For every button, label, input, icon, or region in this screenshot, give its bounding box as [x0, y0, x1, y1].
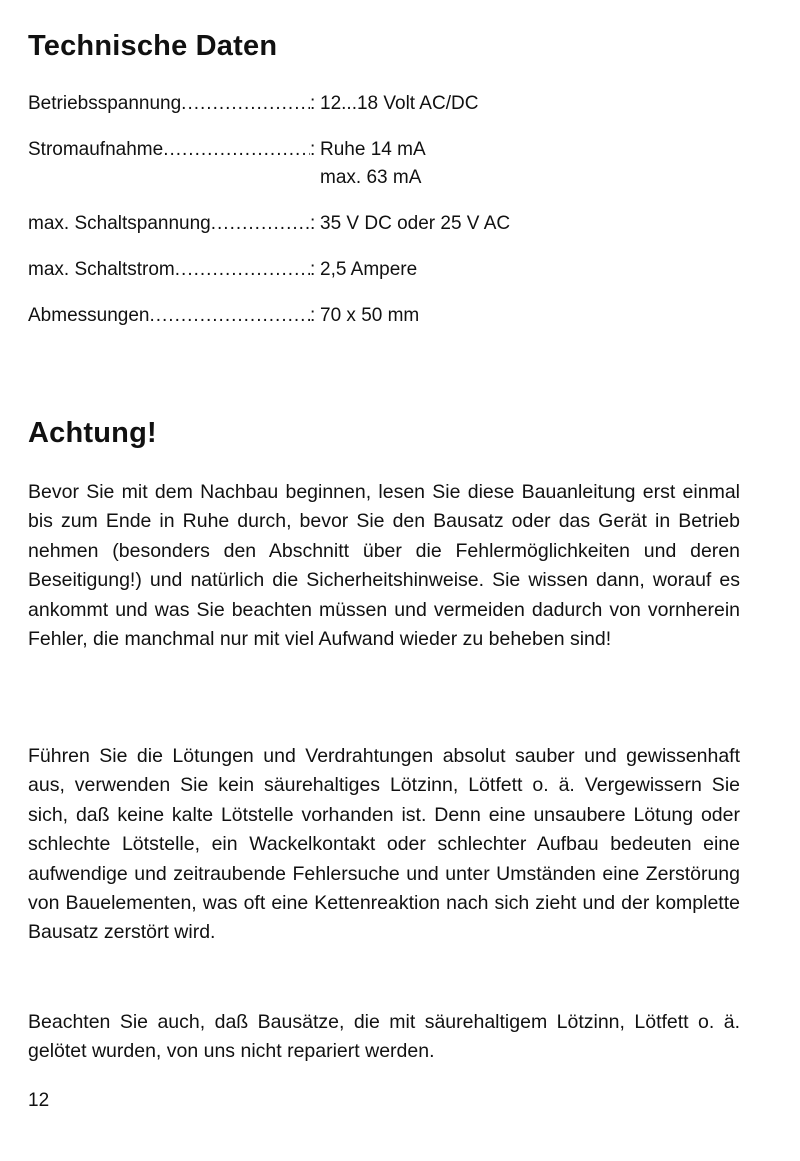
- spec-row-switching-current: max. Schaltstrom ..... : 2,5 Ampere: [28, 256, 744, 284]
- leader-dots: [181, 90, 310, 118]
- spec-row-switching-voltage: max. Schaltspannung ..... : 35 V DC oder 25 V AC: [28, 210, 744, 238]
- technical-data-heading: Technische Daten: [28, 30, 278, 62]
- spec-label: Abmessungen: [28, 305, 150, 326]
- spec-value: Ruhe 14 mA: [320, 139, 426, 160]
- leader-dots: [163, 136, 310, 164]
- spec-label: Stromaufnahme: [28, 139, 164, 160]
- warning-paragraph-no-repair: Beachten Sie auch, daß Bausätze, die mit säurehaltigem Lötzinn, Lötfett o. ä. gelötet wurden, von uns nicht repariert werden.: [28, 1011, 740, 1063]
- leader-dots: [211, 210, 310, 238]
- spec-label: Betriebsspannung: [28, 93, 182, 114]
- leader-dots: [149, 302, 310, 330]
- technical-specs-table: [28, 90, 744, 330]
- spec-row-operating-voltage: Betriebsspannung ..... : 12...18 Volt AC/DC: [28, 90, 744, 118]
- spec-value: 35 V DC oder 25 V AC: [320, 213, 511, 234]
- warning-heading: Achtung!: [28, 417, 157, 449]
- leader-dots: [175, 256, 310, 284]
- warning-paragraph-read-instructions: Bevor Sie mit dem Nachbau beginnen, lesen Sie diese Bauanleitung erst einmal bis zum Ende in Ruhe durch, bevor Sie den Bausatz oder das Gerät in Betrieb nehmen (besonders den Abschnitt über die Fehlermöglichkeiten und deren Beseitigung!) und natürlich die Sicherheitshinweise. Sie wissen dann, worauf es ankommt und was Sie beachten müssen und vermeiden dadurch von vornherein Fehler, die manchmal nur mit viel Aufwand wieder zu beheben sind!: [28, 481, 740, 651]
- spec-value: max. 63 mA: [320, 167, 422, 188]
- warning-paragraph-soldering: Führen Sie die Lötungen und Verdrahtungen absolut sauber und gewissenhaft aus, verwenden Sie kein säurehaltiges Lötzinn, Lötfett o. ä. Vergewissern Sie sich, daß keine kalte Lötstelle vorhanden ist. Denn eine unsaubere Lötung oder schlechte Lötstelle, ein Wackelkontakt oder schlechter Aufbau bedeuten eine aufwendige und zeitraubende Fehlersuche und unter Umständen eine Zerstörung von Bauelementen, was oft eine Kettenreaktion nach sich zieht und der komplette Bausatz zerstört wird.: [28, 745, 740, 944]
- spec-label: max. Schaltstrom: [28, 259, 175, 280]
- spec-value: 2,5 Ampere: [320, 259, 418, 280]
- spec-value: 70 x 50 mm: [320, 305, 420, 326]
- spec-row-dimensions: Abmessungen ..... : 70 x 50 mm: [28, 302, 744, 330]
- spec-row-current-consumption: Stromaufnahme ..... : Ruhe 14 mA max. 63 mA: [28, 136, 744, 192]
- manual-page: [28, 0, 744, 1161]
- spec-label: max. Schaltspannung: [28, 213, 211, 234]
- page-number: 12: [28, 1090, 50, 1111]
- spec-value: 12...18 Volt AC/DC: [320, 93, 479, 114]
